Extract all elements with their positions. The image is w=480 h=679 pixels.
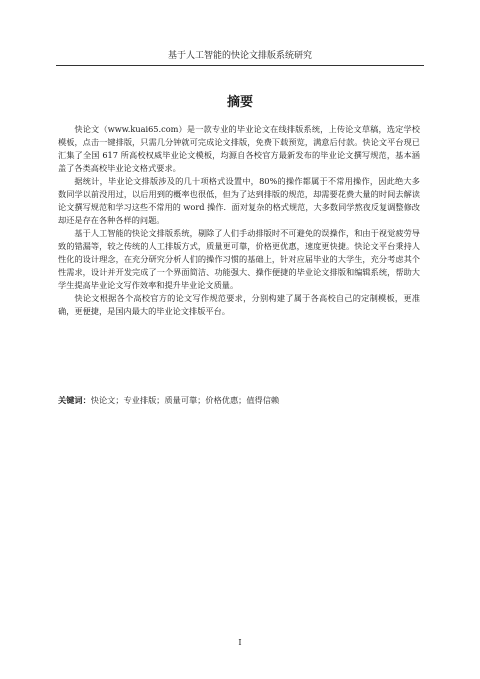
- abstract-body: [58, 123, 420, 318]
- abstract-paragraph: 快论文根据各个高校官方的论文写作规范要求，分别构建了属于各高校自己的定制模板，更准确，更便捷，是国内最大的毕业论文排版平台。: [58, 293, 420, 316]
- running-header: 基于人工智能的快论文排版系统研究: [167, 51, 312, 61]
- abstract-heading: 摘要: [226, 95, 253, 110]
- keywords-line: [58, 394, 420, 407]
- abstract-paragraph: 据统计，毕业论文排版涉及的几十项格式设置中，80%的操作都属于不常用操作，因此绝大多数同学以前没用过，以后用到的概率也很低，但为了达到排版的规范，却需要花费大量的时间去解读论文撰写规范和学习这些不常用的 word 操作．面对复杂的格式规范，大多数同学熬夜反复调整修改却还是存在各种各样的问题。: [58, 176, 420, 225]
- header-rule: [56, 65, 424, 66]
- keywords-text: 快论文；专业排版；质量可靠；价格优惠；值得信赖: [90, 395, 280, 405]
- abstract-paragraph: 基于人工智能的快论文排版系统，剔除了人们手动排版时不可避免的误操作，和由于视觉疲劳导致的错漏等，较之传统的人工排版方式，质量更可靠，价格更优惠，速度更快捷。快论文平台秉持人性化的设计理念，在充分研究分析人们的操作习惯的基础上，针对应届毕业的大学生，充分考虑其个性需求，设计并开发完成了一个界面简洁、功能强大、操作便捷的毕业论文排版和编辑系统，帮助大学生提高毕业论文写作效率和提升毕业论文质量。: [58, 228, 420, 290]
- abstract-paragraph: 快论文（www.kuai65.com）是一款专业的毕业论文在线排版系统，上传论文草稿，选定学校模板，点击一键排版，只需几分钟就可完成论文排版，免费下载预览，满意后付款。快论文平台现已汇集了全国 617 所高校权威毕业论文模板，均源自各校官方最新发布的毕业论文撰写规范，基本涵盖了各类高校毕业论文格式要求。: [58, 124, 420, 173]
- page-number: I: [238, 638, 242, 647]
- keywords-label: 关键词：: [58, 395, 91, 405]
